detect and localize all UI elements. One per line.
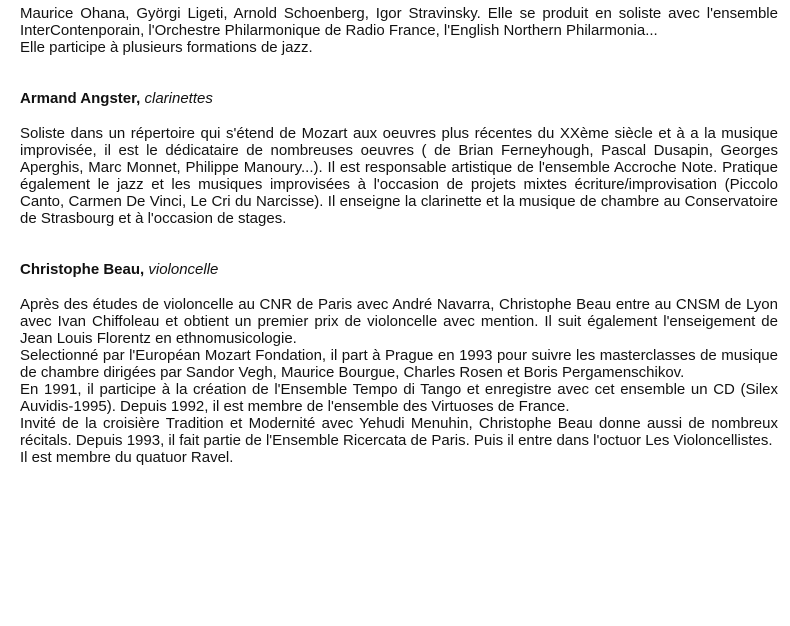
bio-paragraph: Après des études de violoncelle au CNR de Paris avec André Navarra, Christophe Beau entre au CNSM de Lyon avec Ivan Chiffoleau et obtient un premier prix de violoncelle avec mention. Il suit également l'enseigement de Jean Louis Florentz en ethnomusicologie. xyxy=(20,296,778,347)
intro-paragraph: Maurice Ohana, Györgi Ligeti, Arnold Schoenberg, Igor Stravinsky. Elle se produit en soliste avec l'ensemble InterContenporain, l'Orchestre Philarmonique de Radio France, l'English Northern Philarmonia... xyxy=(20,5,778,39)
performer-name: Christophe Beau, xyxy=(20,261,145,278)
bio-paragraph: Il est membre du quatuor Ravel. xyxy=(20,449,234,466)
bio-paragraph: En 1991, il participe à la création de l'Ensemble Tempo di Tango et enregistre avec cet ensemble un CD (Silex Auvidis-1995). Depuis 1992, il est membre de l'ensemble des Virtuoses de France. xyxy=(20,381,778,415)
intro-paragraph: Elle participe à plusieurs formations de jazz. xyxy=(20,39,313,56)
bio-paragraph: Invité de la croisière Tradition et Modernité avec Yehudi Menuhin, Christophe Beau donne aussi de nombreux récitals. Depuis 1993, il fait partie de l'Ensemble Ricercata de Paris. Puis il entre dans l'octuor Les Violoncellistes. xyxy=(20,415,778,449)
section-heading xyxy=(20,261,778,278)
bio-paragraph: Soliste dans un répertoire qui s'étend de Mozart aux oeuvres plus récentes du XXème siècle et à a la musique improvisée, il est le dédicataire de nombreuses oeuvres ( de Brian Ferneyhough, Pascal Dusapin, Georges Aperghis, Marc Monnet, Philippe Manoury...). Il est responsable artistique de l'ensemble Accroche Note. Pratique également le jazz et les musiques improvisées à l'occasion de projets mixtes écriture/improvisation (Piccolo Canto, Carmen De Vinci, Le Cri du Narcisse). Il enseigne la clarinette et la musique de chambre au Conservatoire de Strasbourg et à l'occasion de stages. xyxy=(20,125,778,227)
section-heading xyxy=(20,90,778,107)
document-page xyxy=(20,5,778,466)
bio-paragraph: Selectionné par l'Européan Mozart Fondation, il part à Prague en 1993 pour suivre les masterclasses de musique de chambre dirigées par Sandor Vegh, Maurice Bourgue, Charles Rosen et Boris Pergamenschikov. xyxy=(20,347,778,381)
section-armand-angster xyxy=(20,90,778,227)
performer-name: Armand Angster, xyxy=(20,90,141,107)
performer-instrument: clarinettes xyxy=(144,90,213,107)
intro-block xyxy=(20,5,778,56)
section-christophe-beau xyxy=(20,261,778,466)
performer-instrument: violoncelle xyxy=(148,261,219,278)
